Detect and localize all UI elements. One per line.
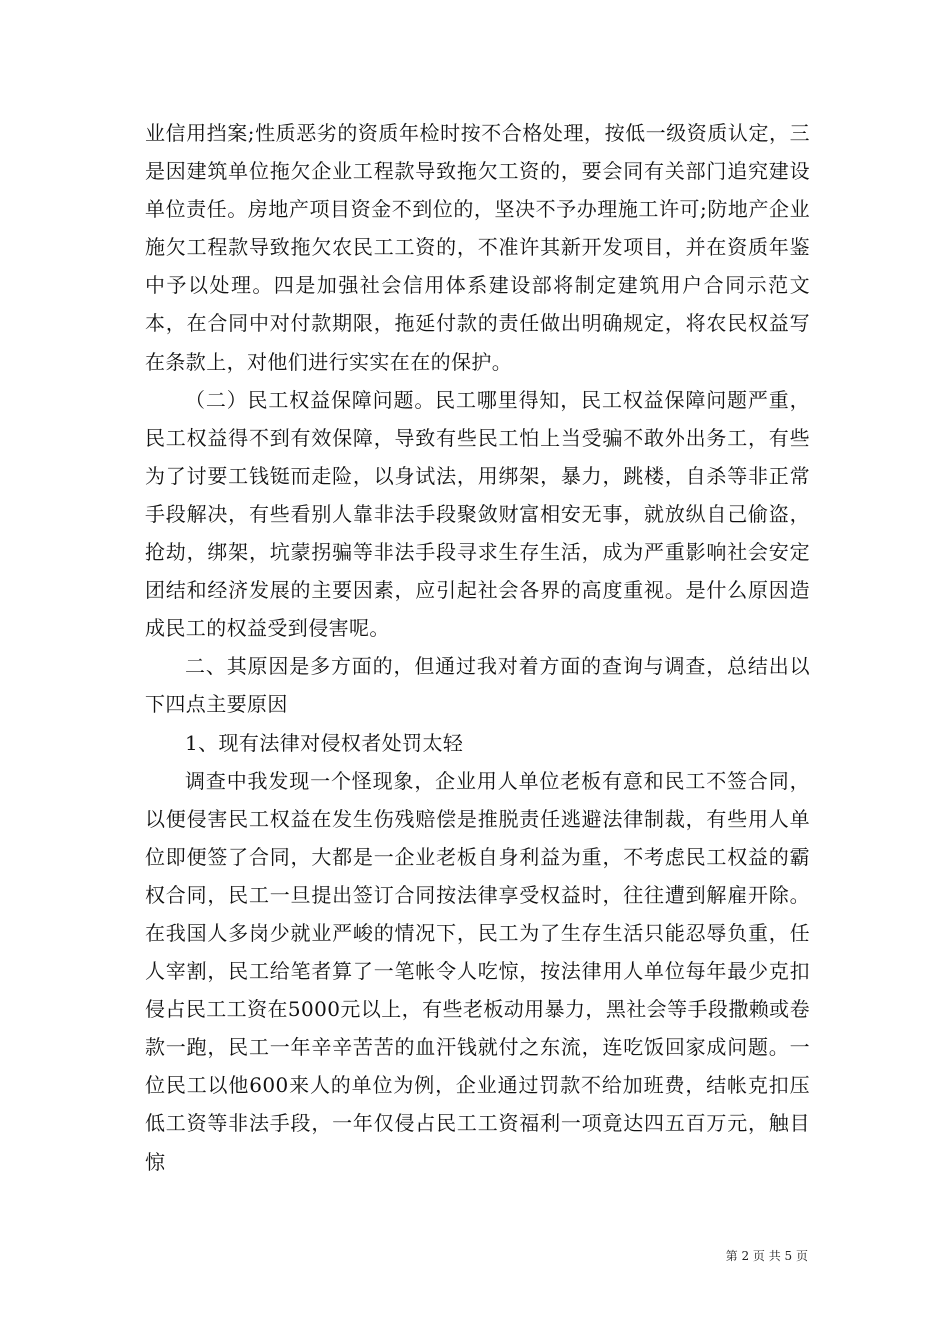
document-body — [145, 114, 810, 1181]
section-heading-causes: 二、其原因是多方面的，但通过我对着方面的查询与调查，总结出以下四点主要原因 — [145, 654, 810, 717]
paragraph-rights-protection: （二）民工权益保障问题。民工哪里得知，民工权益保障问题严重，民工权益得不到有效保障，导致有些民工怕上当受骗不敢外出务工，有些为了讨要工钱铤而走险，以身试法，用绑架，暴力，跳楼，自杀等非正常手段解决，有些看别人靠非法手段聚敛财富相安无事，就放纵自己偷盗，抢劫，绑架，坑蒙拐骗等非法手段寻求生存生活，成为严重影响社会安定团结和经济发展的主要因素，应引起社会各界的高度重视。是什么原因造成民工的权益受到侵害呢。 — [145, 387, 810, 641]
page-number-footer: 第 2 页 共 5 页 — [725, 1249, 808, 1263]
paragraph-continuation: 业信用挡案;性质恶劣的资质年检时按不合格处理，按低一级资质认定，三是因建筑单位拖欠企业工程款导致拖欠工资的，要会同有关部门追究建设单位责任。房地产项目资金不到位的，坚决不予办理施工许可;防地产企业施欠工程款导致拖欠农民工工资的，不准许其新开发项目，并在资质年鉴中予以处理。四是加强社会信用体系建设部将制定建筑用户合同示范文本，在合同中对付款期限，拖延付款的责任做出明确规定，将农民权益写在条款上，对他们进行实实在在的保护。 — [145, 121, 810, 374]
subheading-law-penalty: 1、现有法律对侵权者处罚太轻 — [185, 730, 464, 755]
paragraph-investigation: 调查中我发现一个怪现象，企业用人单位老板有意和民工不签合同，以便侵害民工权益在发生伤残赔偿是推脱责任逃避法律制裁，有些用人单位即便签了合同，大都是一企业老板自身利益为重，不考虑民工权益的霸权合同，民工一旦提出签订合同按法律享受权益时，往往遭到解雇开除。在我国人多岗少就业严峻的情况下，民工为了生存生活只能忍辱负重，任人宰割，民工给笔者算了一笔帐令人吃惊，按法律用人单位每年最少克扣侵占民工工资在5000元以上，有些老板动用暴力，黑社会等手段撒赖或卷款一跑，民工一年辛辛苦苦的血汗钱就付之东流，连吃饭回家成问题。一位民工以他600来人的单位为例，企业通过罚款不给加班费，结帐克扣压低工资等非法手段，一年仅侵占民工工资福利一项竟达四五百万元，触目惊 — [145, 768, 810, 1174]
